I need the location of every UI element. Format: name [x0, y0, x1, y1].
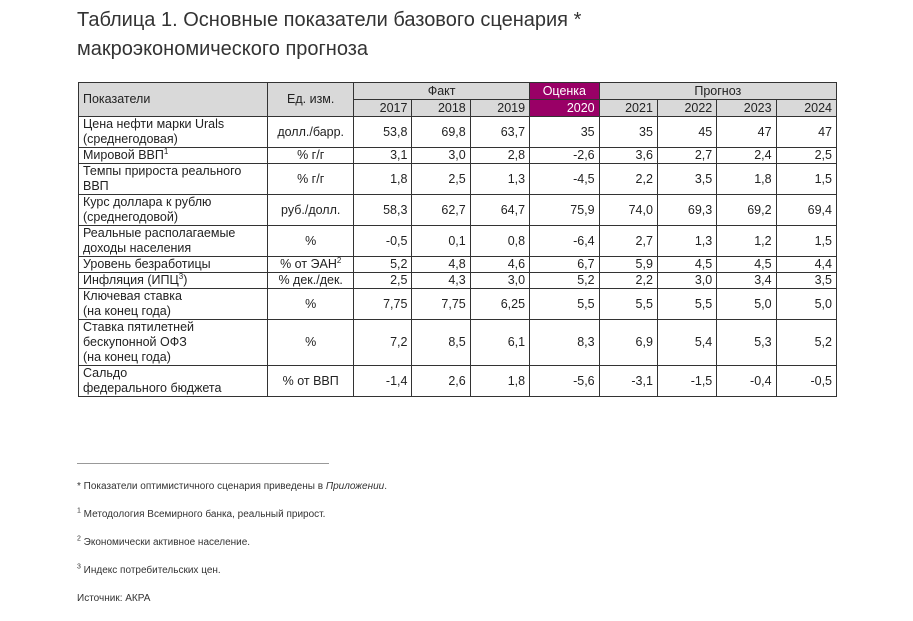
- header-estimate: Оценка: [530, 83, 600, 100]
- value-cell: 1,5: [776, 164, 836, 195]
- value-cell: 4,4: [776, 257, 836, 273]
- value-cell: 3,0: [657, 273, 716, 289]
- value-cell: 1,5: [776, 226, 836, 257]
- header-fact: Факт: [354, 83, 530, 100]
- value-cell: 7,75: [354, 289, 412, 320]
- value-cell: 8,3: [530, 320, 600, 366]
- table-row: [79, 273, 837, 289]
- header-year: 2017: [354, 100, 412, 117]
- value-cell: 3,5: [657, 164, 716, 195]
- value-cell: -0,5: [776, 366, 836, 397]
- value-cell: 6,25: [470, 289, 529, 320]
- value-cell: 1,3: [657, 226, 716, 257]
- footnote-1: $^1$ Методология Всемирного банка, реальный прирост.: [77, 507, 326, 520]
- appendix-reference: Приложении: [325, 481, 385, 492]
- value-cell: 74,0: [599, 195, 657, 226]
- table-row: [79, 366, 837, 397]
- value-cell: 4,6: [470, 257, 529, 273]
- value-cell: -1,5: [657, 366, 716, 397]
- value-cell: 3,0: [470, 273, 529, 289]
- footnote-divider: [77, 463, 329, 464]
- value-cell: -5,6: [530, 366, 600, 397]
- value-cell: 5,0: [717, 289, 776, 320]
- value-cell: 5,2: [776, 320, 836, 366]
- unit-cell: % от ВВП: [268, 366, 354, 397]
- value-cell: 75,9: [530, 195, 600, 226]
- indicator-name: Ключевая ставка (на конец года): [79, 289, 268, 320]
- value-cell: -4,5: [530, 164, 600, 195]
- table-row: [79, 289, 837, 320]
- forecast-table: [78, 82, 837, 397]
- value-cell: -3,1: [599, 366, 657, 397]
- value-cell: 64,7: [470, 195, 529, 226]
- header-indicators: Показатели: [79, 83, 268, 117]
- value-cell: 8,5: [412, 320, 470, 366]
- value-cell: 47: [717, 117, 776, 148]
- value-cell: 0,8: [470, 226, 529, 257]
- value-cell: 6,1: [470, 320, 529, 366]
- value-cell: 69,3: [657, 195, 716, 226]
- table-title-line1: Таблица 1. Основные показатели базового сценария *: [77, 9, 582, 31]
- value-cell: 2,5: [354, 273, 412, 289]
- value-cell: 35: [599, 117, 657, 148]
- indicator-name: Инфляция (ИПЦ$^3$): [79, 273, 268, 289]
- indicator-name: Курс доллара к рублю (среднегодовой): [79, 195, 268, 226]
- value-cell: 2,5: [412, 164, 470, 195]
- value-cell: 4,3: [412, 273, 470, 289]
- value-cell: 35: [530, 117, 600, 148]
- value-cell: -2,6: [530, 148, 600, 164]
- value-cell: 5,5: [530, 289, 600, 320]
- header-year: 2022: [657, 100, 716, 117]
- value-cell: 5,3: [717, 320, 776, 366]
- header-year: 2021: [599, 100, 657, 117]
- value-cell: 5,2: [354, 257, 412, 273]
- value-cell: 5,5: [657, 289, 716, 320]
- value-cell: 69,8: [412, 117, 470, 148]
- source-note: Источник: АКРА: [77, 593, 151, 604]
- value-cell: 2,7: [599, 226, 657, 257]
- value-cell: 4,5: [717, 257, 776, 273]
- value-cell: 69,2: [717, 195, 776, 226]
- header-year: 2018: [412, 100, 470, 117]
- value-cell: 3,4: [717, 273, 776, 289]
- value-cell: 6,9: [599, 320, 657, 366]
- table-title-line2: макроэкономического прогноза: [77, 38, 369, 60]
- indicator-name: Реальные располагаемые доходы населения: [79, 226, 268, 257]
- unit-cell: % г/г: [268, 148, 354, 164]
- header-forecast: Прогноз: [599, 83, 836, 100]
- table-row: [79, 117, 837, 148]
- value-cell: 4,5: [657, 257, 716, 273]
- value-cell: 5,5: [599, 289, 657, 320]
- table-title: [77, 6, 877, 64]
- indicator-name: Ставка пятилетней бескупонной ОФЗ (на конец года): [79, 320, 268, 366]
- indicator-name: Темпы прироста реального ВВП: [79, 164, 268, 195]
- indicator-name: Цена нефти марки Urals (среднегодовая): [79, 117, 268, 148]
- value-cell: 2,2: [599, 164, 657, 195]
- value-cell: 45: [657, 117, 716, 148]
- value-cell: 3,1: [354, 148, 412, 164]
- value-cell: 5,2: [530, 273, 600, 289]
- value-cell: 2,4: [717, 148, 776, 164]
- header-year: 2024: [776, 100, 836, 117]
- value-cell: 53,8: [354, 117, 412, 148]
- value-cell: 2,5: [776, 148, 836, 164]
- value-cell: 6,7: [530, 257, 600, 273]
- value-cell: 47: [776, 117, 836, 148]
- unit-cell: % г/г: [268, 164, 354, 195]
- table-row: [79, 226, 837, 257]
- value-cell: 7,2: [354, 320, 412, 366]
- value-cell: 2,6: [412, 366, 470, 397]
- value-cell: 3,0: [412, 148, 470, 164]
- unit-cell: % дек./дек.: [268, 273, 354, 289]
- unit-cell: %: [268, 320, 354, 366]
- value-cell: 1,8: [470, 366, 529, 397]
- value-cell: -0,5: [354, 226, 412, 257]
- header-year: 2023: [717, 100, 776, 117]
- unit-cell: %: [268, 226, 354, 257]
- value-cell: 5,9: [599, 257, 657, 273]
- table-row: [79, 257, 837, 273]
- value-cell: 2,8: [470, 148, 529, 164]
- indicator-name: Уровень безработицы: [79, 257, 268, 273]
- unit-cell: долл./барр.: [268, 117, 354, 148]
- value-cell: -1,4: [354, 366, 412, 397]
- table-row: [79, 148, 837, 164]
- header-units: Ед. изм.: [268, 83, 354, 117]
- table-row: [79, 164, 837, 195]
- value-cell: 0,1: [412, 226, 470, 257]
- value-cell: -6,4: [530, 226, 600, 257]
- unit-cell: % от ЭАН$^2$: [268, 257, 354, 273]
- value-cell: 7,75: [412, 289, 470, 320]
- footnote-3: $^3$ Индекс потребительских цен.: [77, 563, 221, 576]
- table-row: [79, 320, 837, 366]
- table-row: [79, 195, 837, 226]
- value-cell: 63,7: [470, 117, 529, 148]
- footnote-2: $^2$ Экономически активное население.: [77, 535, 251, 548]
- value-cell: 3,6: [599, 148, 657, 164]
- value-cell: 69,4: [776, 195, 836, 226]
- value-cell: 2,7: [657, 148, 716, 164]
- footnote-scenario: * Показатели оптимистичного сценария приведены в Приложении.: [77, 481, 388, 492]
- indicator-name: Сальдо федерального бюджета: [79, 366, 268, 397]
- value-cell: 5,0: [776, 289, 836, 320]
- value-cell: 58,3: [354, 195, 412, 226]
- value-cell: 2,2: [599, 273, 657, 289]
- value-cell: 3,5: [776, 273, 836, 289]
- value-cell: 1,2: [717, 226, 776, 257]
- value-cell: -0,4: [717, 366, 776, 397]
- value-cell: 5,4: [657, 320, 716, 366]
- value-cell: 4,8: [412, 257, 470, 273]
- header-year-estimate: 2020: [530, 100, 600, 117]
- unit-cell: руб./долл.: [268, 195, 354, 226]
- value-cell: 1,3: [470, 164, 529, 195]
- unit-cell: %: [268, 289, 354, 320]
- value-cell: 1,8: [717, 164, 776, 195]
- value-cell: 62,7: [412, 195, 470, 226]
- value-cell: 1,8: [354, 164, 412, 195]
- indicator-name: Мировой ВВП$^1$: [79, 148, 268, 164]
- header-year: 2019: [470, 100, 529, 117]
